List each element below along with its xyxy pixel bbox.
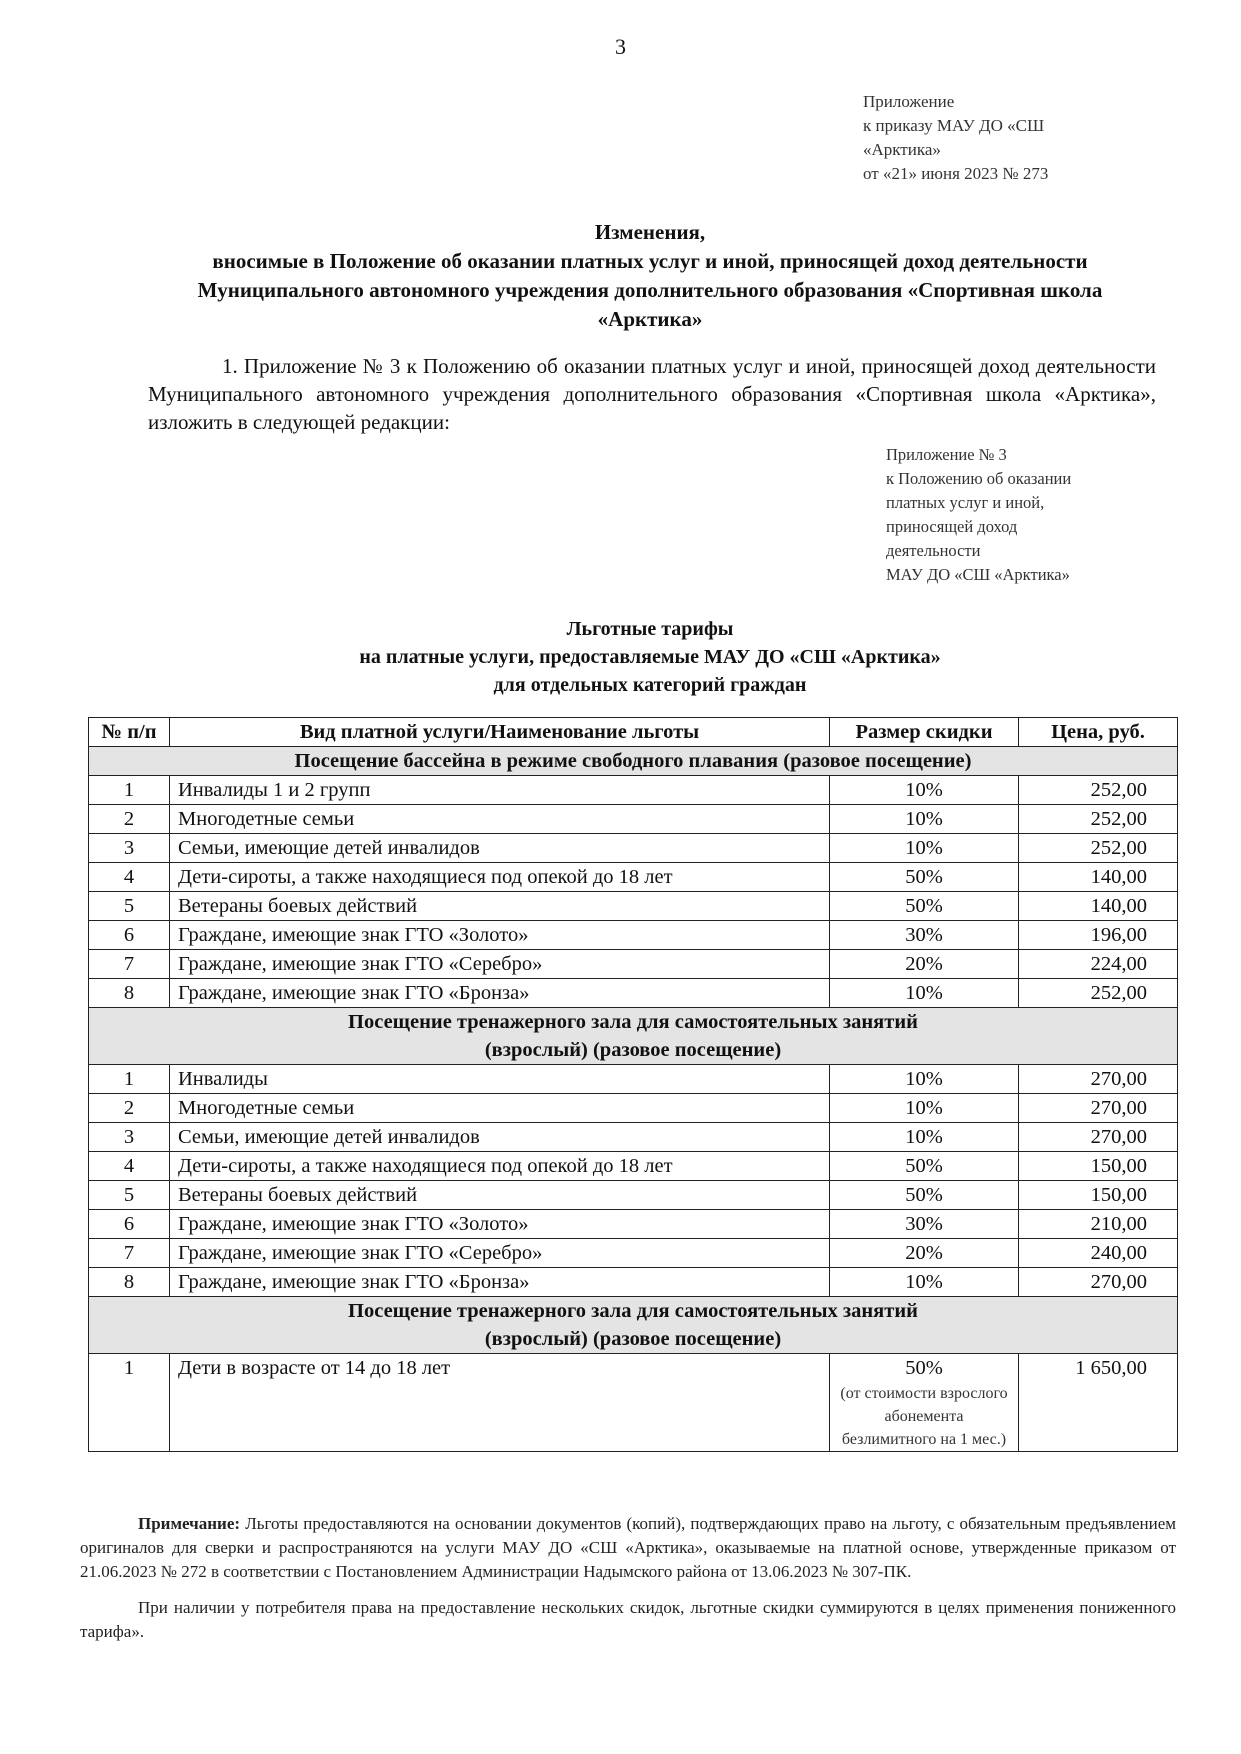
cell-discount: 30% (830, 1210, 1019, 1239)
table-row (89, 892, 1178, 921)
cell-name: Граждане, имеющие знак ГТО «Бронза» (170, 1268, 830, 1297)
cell-name: Инвалиды 1 и 2 групп (170, 776, 830, 805)
table-row (89, 979, 1178, 1008)
cell-discount: 20% (830, 950, 1019, 979)
tariff-title-line: Льготные тарифы (566, 618, 734, 640)
cell-num: 8 (89, 1268, 170, 1297)
cell-num: 6 (89, 1210, 170, 1239)
title-line: «Арктика» (597, 307, 703, 331)
section-row (89, 1008, 1178, 1065)
cell-num: 8 (89, 979, 170, 1008)
table-row (89, 863, 1178, 892)
cell-discount: 10% (830, 1094, 1019, 1123)
cell-discount (830, 1354, 1019, 1452)
cell-discount: 10% (830, 1065, 1019, 1094)
cell-num: 7 (89, 950, 170, 979)
cell-name: Многодетные семьи (170, 805, 830, 834)
table-row (89, 921, 1178, 950)
paragraph-1-text: 1. Приложение № 3 к Положению об оказании платных услуг и иной, приносящей доход деятельности Муниципального автономного учреждения дополнительного образования «Спортивная школа «Арктика», изложить в следующей редакции: (148, 354, 1156, 434)
section-title-line: (взрослый) (разовое посещение) (484, 1039, 782, 1061)
table-header-row (89, 718, 1178, 747)
cell-name: Семьи, имеющие детей инвалидов (170, 834, 830, 863)
table-row (89, 1152, 1178, 1181)
appendix-line: «Арктика» (863, 140, 941, 159)
section-row (89, 747, 1178, 776)
header-name: Вид платной услуги/Наименование льготы (170, 718, 830, 747)
cell-price: 210,00 (1019, 1210, 1178, 1239)
cell-name: Инвалиды (170, 1065, 830, 1094)
cell-name: Семьи, имеющие детей инвалидов (170, 1123, 830, 1152)
appendix3-header (886, 443, 1071, 587)
title-line: вносимые в Положение об оказании платных услуг и иной, приносящей доход деятельности (212, 249, 1088, 273)
header-discount: Размер скидки (830, 718, 1019, 747)
cell-num: 5 (89, 892, 170, 921)
cell-num: 1 (89, 776, 170, 805)
cell-name: Дети в возрасте от 14 до 18 лет (170, 1354, 830, 1452)
cell-price: 150,00 (1019, 1181, 1178, 1210)
cell-discount: 50% (830, 892, 1019, 921)
note-text-1: Льготы предоставляются на основании документов (копий), подтверждающих право на льготу, с обязательным предъявлением оригиналов для сверки и распространяются на услуги МАУ ДО «СШ «Арктика», оказываемые на платной основе, утвержденные приказом от 21.06.2023 № 272 в соответствии с Постановлением Администрации Надымского района от 13.06.2023 № 307-ПК. (80, 1514, 1177, 1581)
table-row (89, 1268, 1178, 1297)
tariff-title (200, 615, 1100, 699)
cell-price: 270,00 (1019, 1123, 1178, 1152)
cell-num: 4 (89, 1152, 170, 1181)
note-label: Примечание: (138, 1514, 241, 1533)
table-row (89, 1123, 1178, 1152)
appendix-header (863, 90, 1048, 186)
section-title-line: (взрослый) (разовое посещение) (484, 1328, 782, 1350)
appendix3-line: платных услуг и иной, (886, 493, 1045, 512)
cell-num: 1 (89, 1065, 170, 1094)
section-row (89, 1297, 1178, 1354)
tariff-title-line: для отдельных категорий граждан (493, 674, 807, 696)
cell-price: 252,00 (1019, 776, 1178, 805)
cell-price: 240,00 (1019, 1239, 1178, 1268)
cell-price: 140,00 (1019, 863, 1178, 892)
table-row (89, 1354, 1178, 1452)
table-row (89, 776, 1178, 805)
cell-num: 2 (89, 805, 170, 834)
cell-price: 224,00 (1019, 950, 1178, 979)
footnote (80, 1512, 1176, 1656)
cell-discount: 10% (830, 979, 1019, 1008)
note-paragraph-2 (80, 1596, 1176, 1644)
paragraph-1 (148, 352, 1156, 436)
title-line: Изменения, (594, 220, 706, 244)
title-line: Муниципального автономного учреждения дополнительного образования «Спортивная школа (197, 278, 1103, 302)
tariff-title-line: на платные услуги, предоставляемые МАУ ДО «СШ «Арктика» (359, 646, 941, 668)
appendix3-line: МАУ ДО «СШ «Арктика» (886, 565, 1070, 584)
table-row (89, 1065, 1178, 1094)
cell-price: 270,00 (1019, 1065, 1178, 1094)
cell-name: Граждане, имеющие знак ГТО «Золото» (170, 1210, 830, 1239)
cell-num: 7 (89, 1239, 170, 1268)
appendix-line: к приказу МАУ ДО «СШ (863, 116, 1045, 135)
cell-price: 252,00 (1019, 805, 1178, 834)
appendix3-line: деятельности (886, 541, 981, 560)
appendix3-line: Приложение № 3 (886, 445, 1007, 464)
cell-name: Граждане, имеющие знак ГТО «Золото» (170, 921, 830, 950)
cell-name: Граждане, имеющие знак ГТО «Серебро» (170, 950, 830, 979)
cell-discount: 10% (830, 805, 1019, 834)
cell-price: 270,00 (1019, 1094, 1178, 1123)
cell-num: 1 (89, 1354, 170, 1452)
cell-num: 3 (89, 1123, 170, 1152)
cell-discount: 10% (830, 1123, 1019, 1152)
table-row (89, 805, 1178, 834)
cell-price: 252,00 (1019, 834, 1178, 863)
section-title-line: Посещение тренажерного зала для самостоятельных занятий (348, 1300, 918, 1322)
cell-name: Ветераны боевых действий (170, 1181, 830, 1210)
cell-name: Ветераны боевых действий (170, 892, 830, 921)
cell-price: 270,00 (1019, 1268, 1178, 1297)
cell-discount: 50% (830, 1152, 1019, 1181)
cell-num: 4 (89, 863, 170, 892)
cell-discount: 20% (830, 1239, 1019, 1268)
cell-discount: 50% (830, 1181, 1019, 1210)
cell-discount: 10% (830, 1268, 1019, 1297)
cell-price: 252,00 (1019, 979, 1178, 1008)
appendix-line: Приложение (863, 92, 955, 111)
cell-price: 140,00 (1019, 892, 1178, 921)
section-title (89, 1008, 1178, 1065)
tariff-table (88, 717, 1178, 1452)
cell-num: 6 (89, 921, 170, 950)
header-num: № п/п (89, 718, 170, 747)
cell-name: Многодетные семьи (170, 1094, 830, 1123)
section-title-line: Посещение тренажерного зала для самостоятельных занятий (348, 1011, 918, 1033)
table-row (89, 1181, 1178, 1210)
cell-discount: 10% (830, 834, 1019, 863)
cell-num: 5 (89, 1181, 170, 1210)
table-row (89, 834, 1178, 863)
discount-note: (от стоимости взрослого абонемента безлимитного на 1 мес.) (840, 1385, 1008, 1448)
table-row (89, 1239, 1178, 1268)
table-row (89, 950, 1178, 979)
cell-num: 3 (89, 834, 170, 863)
cell-price: 150,00 (1019, 1152, 1178, 1181)
appendix3-line: к Положению об оказании (886, 469, 1072, 488)
cell-price: 196,00 (1019, 921, 1178, 950)
table-row (89, 1094, 1178, 1123)
cell-discount: 30% (830, 921, 1019, 950)
cell-name: Дети-сироты, а также находящиеся под опекой до 18 лет (170, 1152, 830, 1181)
document-title (150, 218, 1150, 334)
note-paragraph-1 (80, 1512, 1176, 1584)
section-title (89, 1297, 1178, 1354)
cell-price: 1 650,00 (1019, 1354, 1178, 1452)
discount-value: 50% (905, 1357, 943, 1379)
cell-name: Граждане, имеющие знак ГТО «Бронза» (170, 979, 830, 1008)
cell-name: Граждане, имеющие знак ГТО «Серебро» (170, 1239, 830, 1268)
appendix3-line: приносящей доход (886, 517, 1018, 536)
appendix-line: от «21» июня 2023 № 273 (863, 164, 1049, 183)
page-number: 3 (615, 34, 626, 59)
note-text-2: При наличии у потребителя права на предоставление нескольких скидок, льготные скидки суммируются в целях применения пониженного тарифа». (80, 1598, 1176, 1641)
cell-discount: 50% (830, 863, 1019, 892)
table-row (89, 1210, 1178, 1239)
cell-discount: 10% (830, 776, 1019, 805)
header-price: Цена, руб. (1019, 718, 1178, 747)
cell-name: Дети-сироты, а также находящиеся под опекой до 18 лет (170, 863, 830, 892)
cell-num: 2 (89, 1094, 170, 1123)
section-title: Посещение бассейна в режиме свободного плавания (разовое посещение) (89, 747, 1178, 776)
